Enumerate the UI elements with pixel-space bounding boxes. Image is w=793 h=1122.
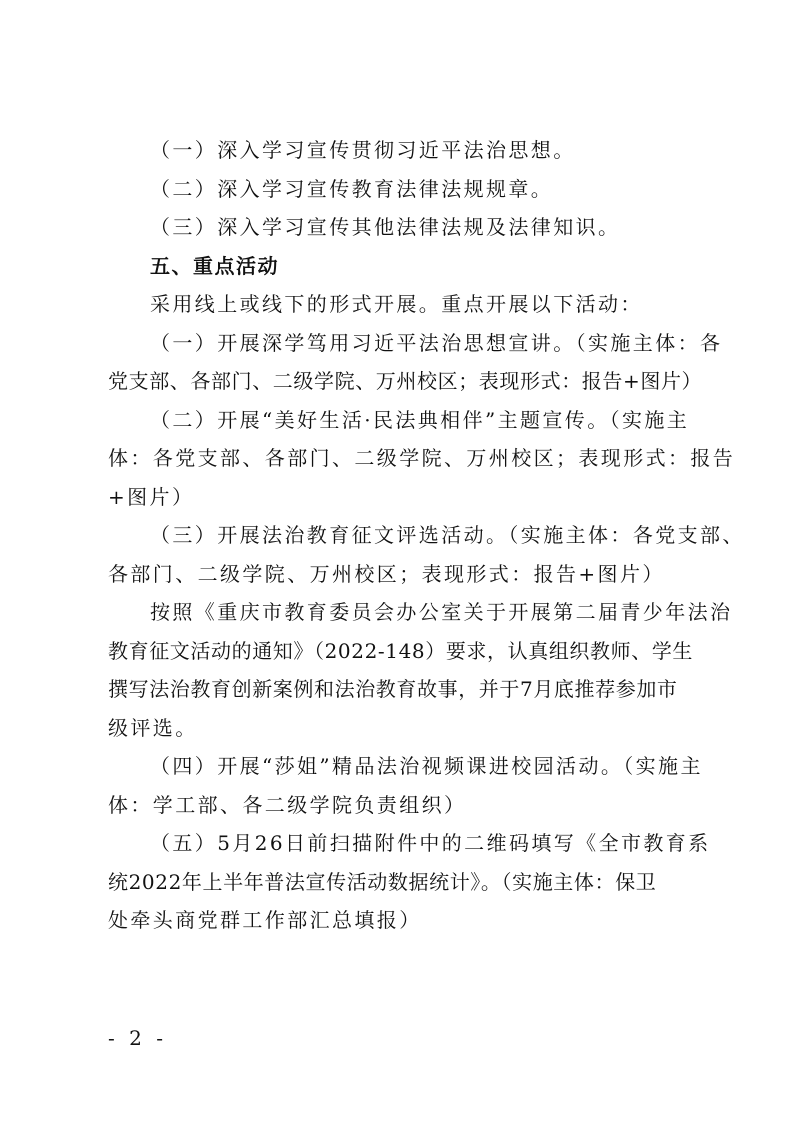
paragraph-line: 各部门、二级学院、万州校区；表现形式：报告+图片） — [108, 561, 665, 586]
section-intro: 采用线上或线下的形式开展。重点开展以下活动： — [150, 292, 643, 316]
paragraph-line: 撰写法治教育创新案例和法治教育故事，并于7月底推荐参加市 — [108, 677, 678, 701]
activity-1 — [108, 324, 723, 401]
activity-3 — [108, 516, 745, 593]
paragraph-line: （二）开展“美好生活·民法典相伴”主题宣传。（实施主 — [150, 407, 690, 432]
paragraph-line: 处牵头商党群工作部汇总填报） — [108, 908, 422, 932]
list-item: （三）深入学习宣传其他法律法规及法律知识。 — [150, 215, 621, 239]
paragraph-line: 体：学工部、各二级学院负责组织） — [108, 792, 467, 817]
paragraph-line: 按照《重庆市教育委员会办公室关于开展第二届青少年法治 — [150, 600, 733, 624]
list-item: （一）深入学习宣传贯彻习近平法治思想。 — [150, 138, 576, 162]
paragraph-line: 党支部、各部门、二级学院、万州校区；表现形式：报告+图片） — [108, 369, 703, 393]
paragraph-line: （四）开展“莎姐”精品法治视频课进校园活动。（实施主 — [150, 754, 703, 778]
notice-paragraph — [108, 593, 733, 747]
paragraph-line: 统2022年上半年普法宣传活动数据统计》。（实施主体：保卫 — [108, 869, 657, 894]
paragraph-line: 教育征文活动的通知》（2022-148）要求，认真组织教师、学生 — [108, 638, 694, 663]
paragraph-line: +图片） — [108, 484, 195, 509]
activity-4 — [108, 747, 703, 824]
section-heading: 五、重点活动 — [150, 253, 279, 278]
paragraph-line: （一）开展深学笃用习近平法治思想宣讲。（实施主体：各 — [150, 330, 723, 355]
activity-5 — [108, 824, 711, 940]
paragraph-line: （三）开展法治教育征文评选活动。（实施主体：各党支部、 — [150, 523, 745, 547]
paragraph-line: 级评选。 — [108, 715, 198, 740]
paragraph-line: 体：各党支部、各部门、二级学院、万州校区；表现形式：报告 — [108, 446, 736, 470]
page-number: - 2 - — [108, 1026, 167, 1050]
paragraph-line: （五）5月26日前扫描附件中的二维码填写《全市教育系 — [150, 831, 711, 855]
document-body — [108, 131, 745, 940]
activity-2 — [108, 401, 736, 517]
list-item: （二）深入学习宣传教育法律法规规章。 — [150, 176, 554, 201]
